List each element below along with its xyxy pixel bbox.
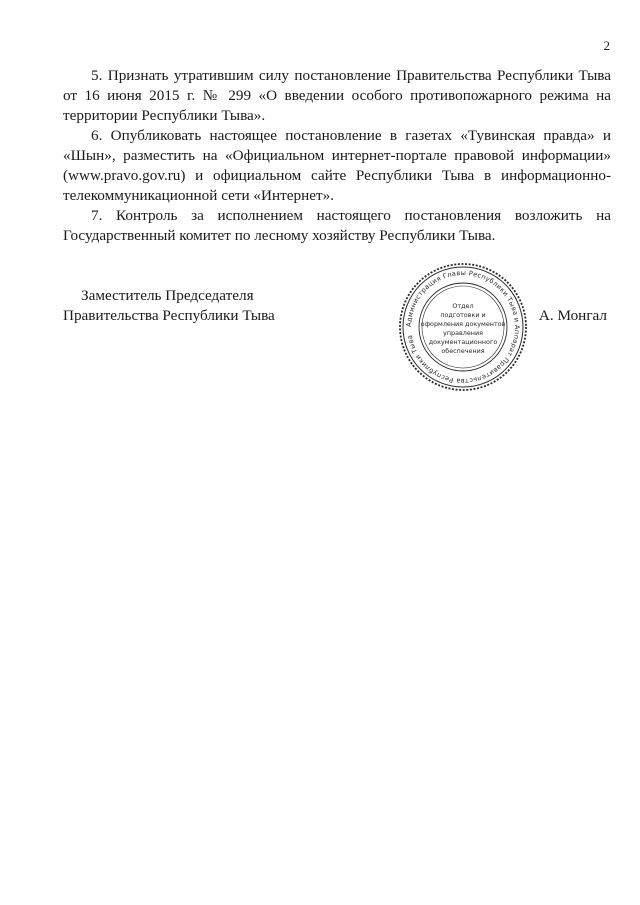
signatory-position bbox=[63, 286, 275, 326]
seal-center-line: обеспечения bbox=[441, 347, 485, 355]
signatory-position-line2: Правительства Республики Тыва bbox=[63, 307, 275, 324]
seal-outer-text: Администрация Главы Республики Тыва и Аппарат Правительства Республики Тыва bbox=[404, 268, 522, 386]
signatory-name: А. Монгал bbox=[538, 307, 607, 324]
paragraph-6: 6. Опубликовать настоящее постановление в газетах «Тувинская правда» и «Шын», разместить на «Официальном интернет-портале правовой информации» (www.pravo.gov.ru) и официальном сайте Республики Тыва в информационно-телекоммуникационной сети «Интернет». bbox=[63, 127, 611, 204]
seal-center-line: оформления документов bbox=[420, 320, 506, 328]
seal-center-text bbox=[421, 302, 506, 355]
seal-center-line: управления bbox=[443, 329, 483, 337]
seal-center-line: подготовки и bbox=[440, 311, 486, 319]
page-number: 2 bbox=[603, 38, 610, 53]
signatory-position-line1: Заместитель Председателя bbox=[81, 287, 254, 304]
paragraph-7: 7. Контроль за исполнением настоящего постановления возложить на Государственный комитет по лесному хозяйству Республики Тыва. bbox=[63, 207, 611, 244]
seal-center-line: Отдел bbox=[452, 302, 474, 310]
official-seal bbox=[398, 262, 528, 392]
document-body bbox=[63, 66, 611, 246]
seal-center-line: документационного bbox=[428, 338, 498, 346]
paragraph-5: 5. Признать утратившим силу постановление Правительства Республики Тыва от 16 июня 2015 г. № 299 «О введении особого противопожарного режима на территории Республики Тыва». bbox=[63, 67, 611, 124]
